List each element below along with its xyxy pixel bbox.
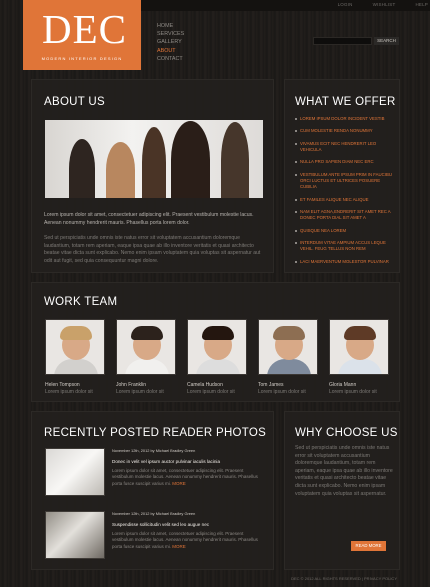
post-item <box>45 448 263 501</box>
offer-title: WHAT WE OFFER <box>295 96 396 108</box>
person-image <box>171 121 210 198</box>
post-title[interactable]: Suspendisse sollicitudin velit sed leo augue nec <box>112 522 210 527</box>
member-name: Tom James <box>258 382 284 388</box>
member-name: Gloria Mann <box>329 382 357 388</box>
logo-text: DEC <box>42 6 127 52</box>
offer-item[interactable]: QUISQUE NEA LOREM <box>295 228 395 234</box>
team-member[interactable] <box>45 319 105 395</box>
about-title: ABOUT US <box>44 96 105 108</box>
team-photo <box>45 120 263 198</box>
nav-home[interactable]: HOME <box>157 23 174 29</box>
search-input[interactable] <box>313 37 372 45</box>
member-photo <box>45 319 105 375</box>
nav-gallery[interactable]: GALLERY <box>157 39 182 46</box>
about-lead-text: Lorem ipsum dolor sit amet, consectetuer adipiscing elit. Praesent vestibulum molestie lacus. Aenean nonummy hendrerit mauris. Phasellus porta lorem dolor. <box>44 212 254 226</box>
team-member[interactable] <box>187 319 247 395</box>
post-image[interactable] <box>45 511 105 559</box>
search-button[interactable]: SEARCH <box>374 37 399 45</box>
member-photo <box>329 319 389 375</box>
member-subtitle: Lorem ipsum dolor sit <box>258 389 306 395</box>
help-link[interactable]: HELP <box>415 2 428 7</box>
offer-panel <box>284 79 400 273</box>
post-image[interactable] <box>45 448 105 496</box>
why-panel <box>284 411 400 570</box>
offer-item[interactable]: INTERDUM VITAE AMPIUM ACCUS LEQUE VEHIL. FEUG TELLUS NON REM <box>295 240 395 252</box>
member-photo <box>187 319 247 375</box>
top-links <box>338 2 428 7</box>
offer-item[interactable]: LOREM IPSUM DOLOR INCIDENT VESTIB <box>295 116 395 122</box>
person-image <box>221 122 249 198</box>
nav-services[interactable]: SERVICES <box>157 31 185 38</box>
offer-item[interactable]: ET FAMILES ALIQUE NEC ALIQUE <box>295 197 395 203</box>
team-title: WORK TEAM <box>44 296 118 308</box>
offer-item[interactable]: LACI MAERVENTUM MOLESTOR PULVINAR <box>295 259 395 265</box>
logo-tagline: MODERN INTERIOR DESIGN <box>41 56 123 61</box>
offer-item[interactable]: NULLA PRO SAPIEN DIAM NEC ERC <box>295 159 395 165</box>
main-nav <box>157 22 184 63</box>
member-name: Camela Hudson <box>187 382 223 388</box>
member-name: Helen Tompson <box>45 382 80 388</box>
site-logo[interactable] <box>23 0 141 70</box>
person-image <box>106 142 135 198</box>
offer-item[interactable]: NAM ELIT AGNA,ENDRERIT SIT AMET REC A DONEC PORTA DIAL SIT AMET A <box>295 209 395 221</box>
post-meta: November 12th, 2012 by Michael Bradley Green <box>112 511 196 516</box>
recent-photos-panel <box>31 411 274 570</box>
member-subtitle: Lorem ipsum dolor sit <box>116 389 164 395</box>
person-image <box>142 127 166 198</box>
about-panel <box>31 79 274 273</box>
post-excerpt: Lorem ipsum dolor sit amet, consectetuer adipiscing elit. Praesent vestibulum molestie lacus. Aenean nonummy hendrerit mauris. Phasellus porta fusce suscipit varius mi. MORE <box>112 531 258 549</box>
recent-title: RECENTLY POSTED READER PHOTOS <box>44 427 267 439</box>
member-subtitle: Lorem ipsum dolor sit <box>45 389 93 395</box>
member-name: John Franklin <box>116 382 147 388</box>
footer-text: DEC © 2012 ALL RIGHTS RESERVED | PRIVACY POLICY <box>291 576 397 581</box>
read-more-button[interactable]: READ MORE <box>351 541 386 551</box>
person-image <box>69 139 95 198</box>
member-subtitle: Lorem ipsum dolor sit <box>187 389 235 395</box>
post-item <box>45 511 263 564</box>
post-excerpt: Lorem ipsum dolor sit amet, consectetuer adipiscing elit. Praesent vestibulum molestie lacus. Aenean nonummy hendrerit mauris. Phasellus porta fusce suscipit varius mi. MORE <box>112 468 258 486</box>
team-member[interactable] <box>329 319 389 395</box>
login-link[interactable]: LOGIN <box>337 2 353 7</box>
team-panel <box>31 282 400 402</box>
top-bar <box>140 0 430 11</box>
member-photo <box>258 319 318 375</box>
more-link[interactable]: MORE <box>172 480 186 486</box>
about-body-text: Sed ut perspiciatis unde omnis iste natus error sit voluptatem accusantium doloremque laudantium, totam rem aperiam, eaque ipsa quae ab illo inventore veritatis et quasi architecto beatae vitae dicta sunt explicabo. Nemo enim ipsam voluptatem quia voluptas sit aspernatur aut odit aut fugit, sed quia consequuntur magni dolore. <box>44 235 261 264</box>
offer-item[interactable]: VESTIBULUM ANTE IPSUM PRIM IN FAUCIBU ORCI LUCTUS ET ULTRICES POSUERE CUBILIA <box>295 172 395 191</box>
offer-item[interactable]: VIVAMUS ECIT NEC HENDRERIT LEO VEHICULA <box>295 141 395 153</box>
nav-about[interactable]: ABOUT <box>157 47 176 54</box>
why-title: WHY CHOOSE US <box>295 427 398 439</box>
team-member[interactable] <box>116 319 176 395</box>
post-meta: November 12th, 2012 by Michael Bradley Green <box>112 448 196 453</box>
member-photo <box>116 319 176 375</box>
member-subtitle: Lorem ipsum dolor sit <box>329 389 377 395</box>
why-text: Sed ut perspiciatis unde omnis iste natus error sit voluptatem accusantium doloremque laudantium, totam rem aperiam, eaque ipsa quae ab illo inventore veritatis et quasi architecto beatae vitae dicta sunt explicabo. Nemo enim ipsam voluptatem quia voluptas sit aspernatur. <box>295 445 393 497</box>
team-member[interactable] <box>258 319 318 395</box>
post-title[interactable]: Donec in velit vel ipsum auctor pulvinar iaculis lacinia <box>112 459 221 464</box>
nav-contact[interactable]: CONTACT <box>157 55 183 62</box>
offer-list <box>295 116 395 271</box>
wishlist-link[interactable]: WISHLIST <box>372 2 396 7</box>
more-link[interactable]: MORE <box>172 543 186 549</box>
offer-item[interactable]: CUM MOLESTIE RENDA NONUMMY <box>295 128 395 134</box>
